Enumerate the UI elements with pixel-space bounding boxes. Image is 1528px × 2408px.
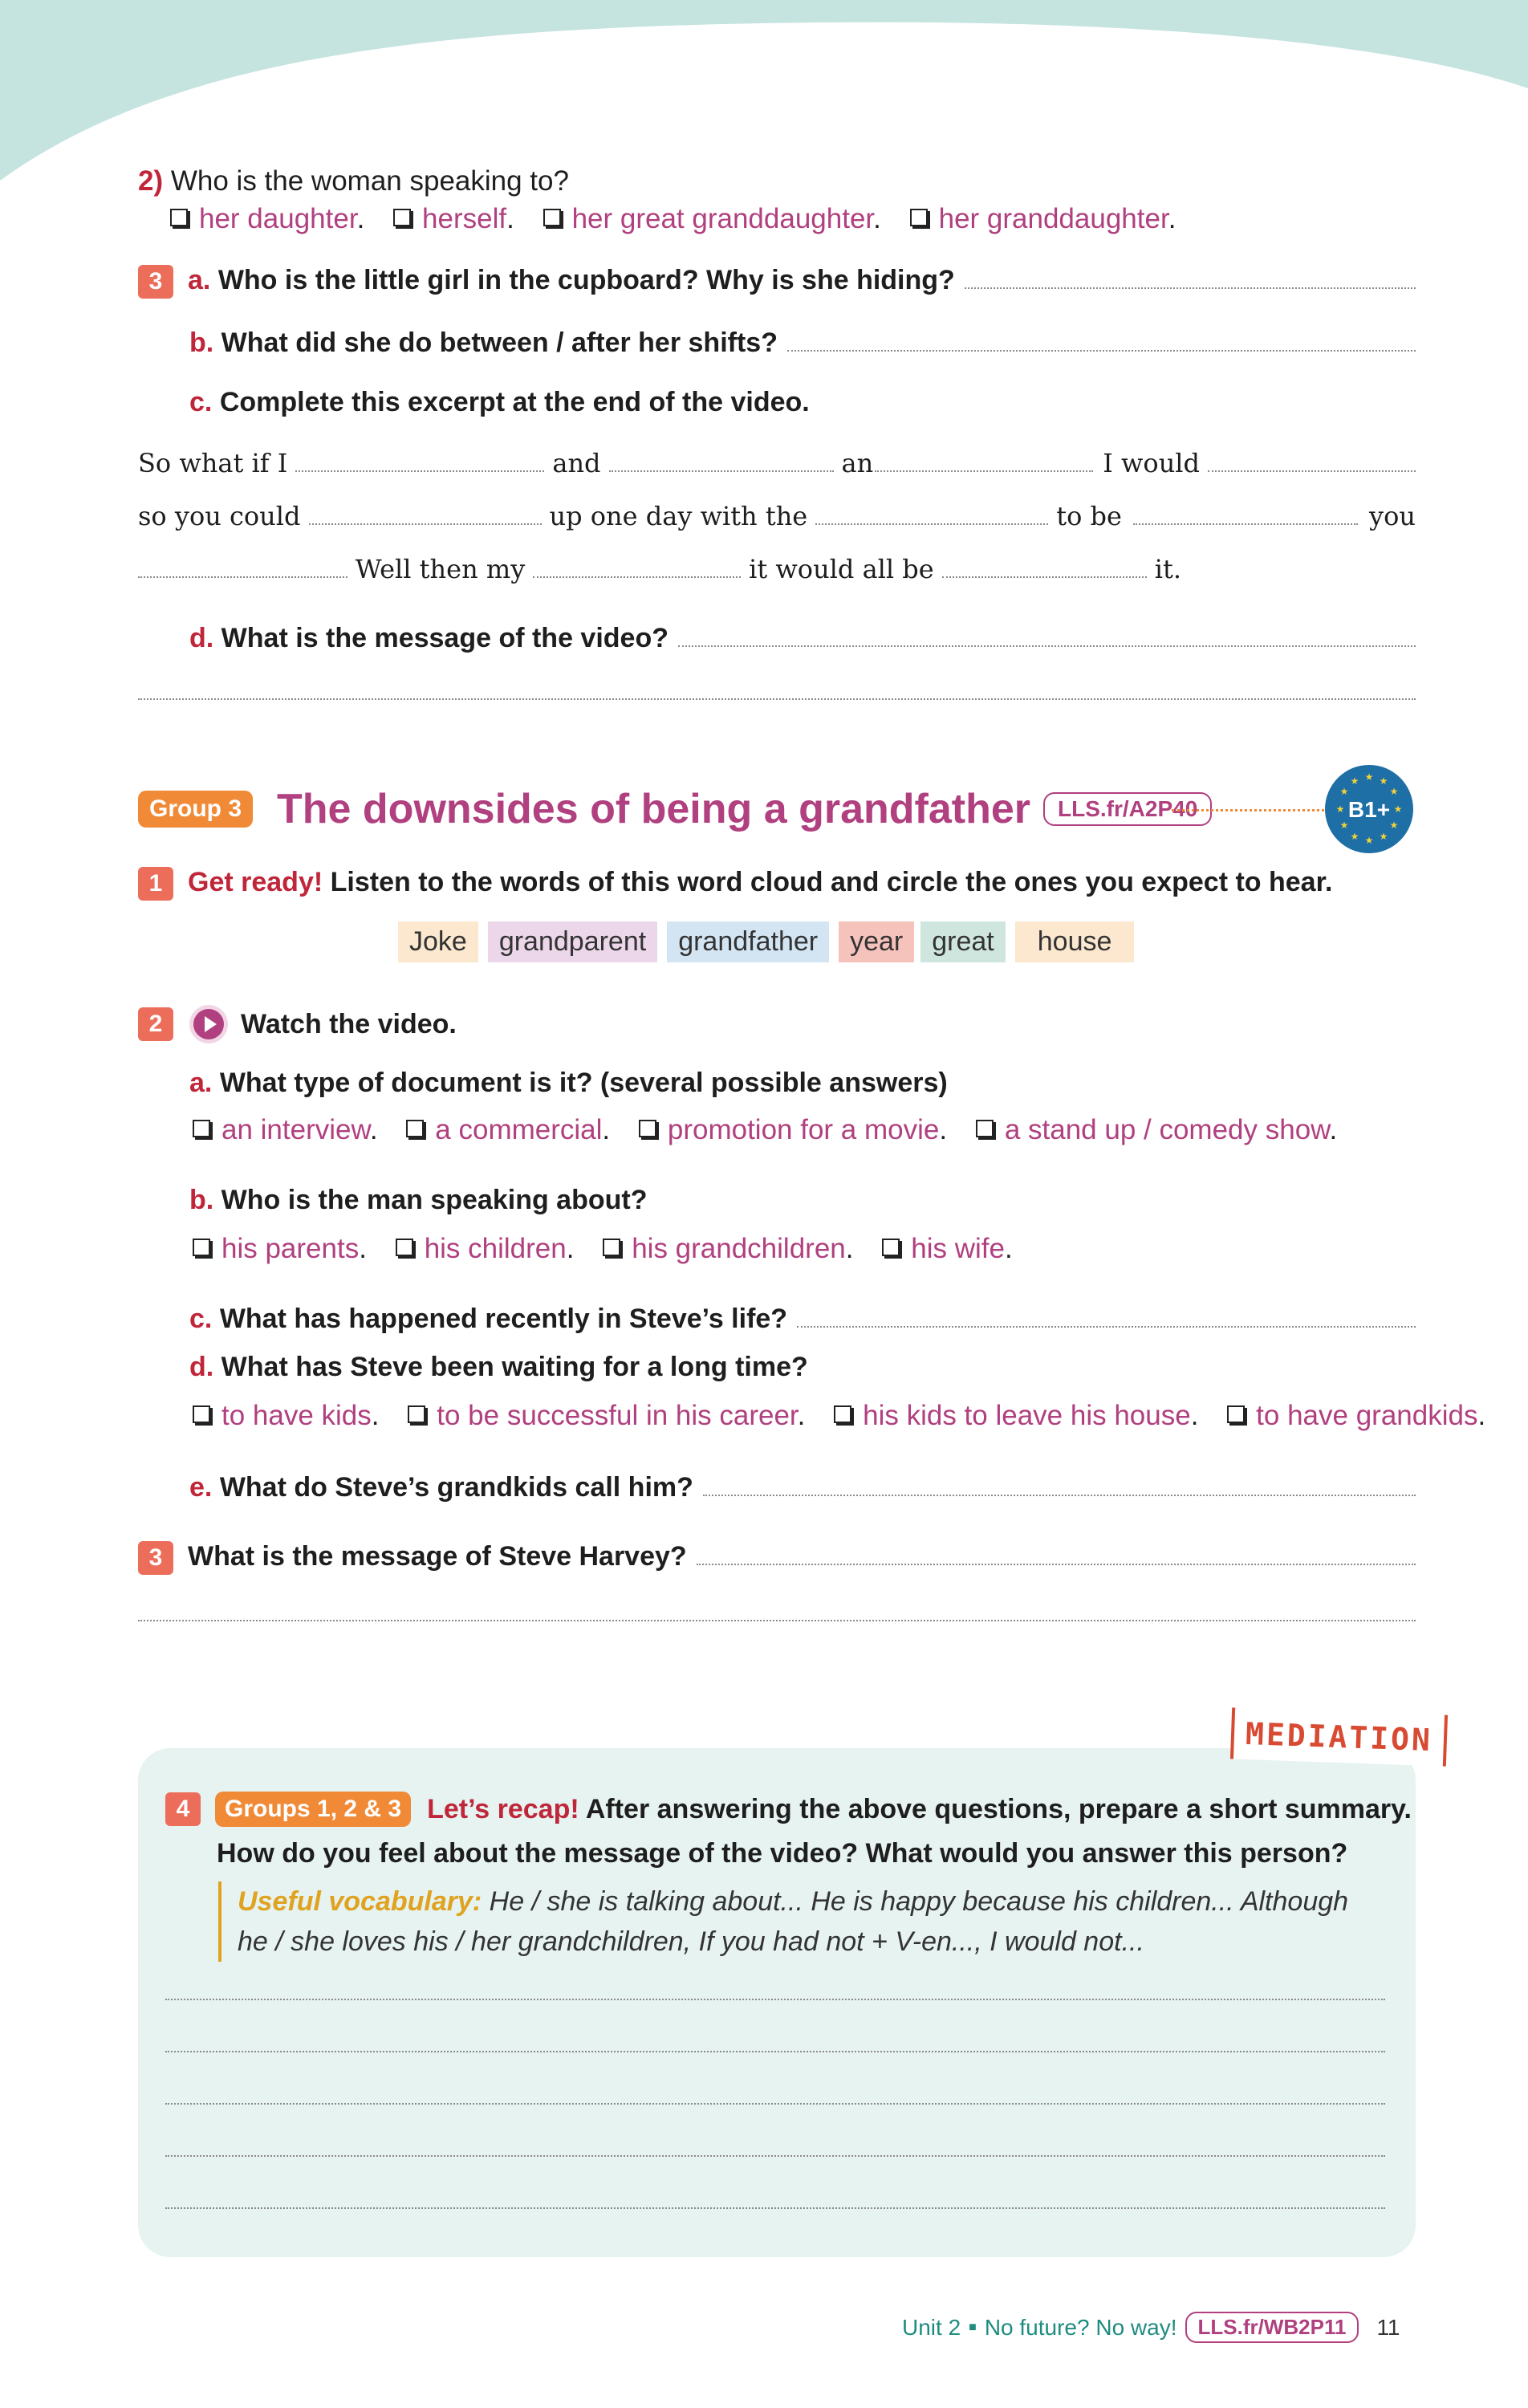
svg-text:★: ★: [1389, 786, 1399, 797]
question-number: 2): [138, 165, 164, 197]
excerpt-text: it.: [1154, 554, 1181, 584]
g3-question-2-row: [138, 1003, 457, 1045]
recap-question-row: [165, 1792, 1412, 1827]
excerpt-line-3: [138, 554, 1181, 584]
answer-line[interactable]: [965, 287, 1416, 289]
excerpt-line-1: [138, 448, 1416, 478]
checkbox[interactable]: [639, 1120, 656, 1137]
question-letter: d.: [189, 1352, 214, 1382]
question-text: What has Steve been waiting for a long time?: [221, 1352, 808, 1382]
checkbox[interactable]: [193, 1120, 210, 1137]
g3-question-1-row: [138, 867, 1332, 901]
svg-text:★: ★: [1350, 831, 1359, 842]
question-text: [188, 265, 955, 296]
question-text: [189, 327, 778, 359]
question-text: [189, 387, 810, 418]
excerpt-text: so you could: [138, 501, 301, 531]
g3-q2b-row: [189, 1185, 648, 1216]
word-chip[interactable]: grandparent: [488, 921, 657, 962]
svg-text:★: ★: [1379, 831, 1388, 842]
q2-options: her daughter. herself. her great granddaughter. her granddaughter.: [170, 203, 1176, 235]
useful-vocabulary: [218, 1881, 1348, 1962]
blank[interactable]: [1208, 470, 1416, 472]
mediation-stamp: [1230, 1707, 1448, 1766]
g3-q2a-row: [189, 1068, 948, 1099]
g3-q2e-row: [189, 1472, 1416, 1503]
resource-link[interactable]: LLS.fr/A2P40: [1043, 792, 1212, 826]
option-label: her daughter: [199, 203, 357, 234]
blank[interactable]: [875, 470, 1093, 472]
option-label: a commercial: [435, 1114, 603, 1145]
answer-line[interactable]: [165, 1999, 1385, 2000]
question-text: [189, 623, 668, 654]
question-text: What do Steve’s grandkids call him?: [219, 1472, 693, 1503]
group-badge: Group 3: [138, 791, 253, 828]
checkbox[interactable]: [543, 209, 561, 226]
excerpt-text: you: [1369, 501, 1416, 531]
question-text: What type of document is it? (several possible answers): [219, 1068, 948, 1098]
play-icon[interactable]: [188, 1003, 230, 1045]
group3-header: [138, 785, 1212, 833]
checkbox[interactable]: [1227, 1405, 1245, 1423]
groups-badge: Groups 1, 2 & 3: [215, 1792, 411, 1827]
option-label: promotion for a movie: [667, 1114, 940, 1145]
checkbox[interactable]: [393, 209, 411, 226]
question-number-badge: 3: [138, 265, 173, 299]
g3-q2d-options: to have kids. to be successful in his career. his kids to leave his house. to have grandkids.: [193, 1400, 1485, 1432]
section-title: The downsides of being a grandfather: [277, 786, 1030, 832]
blank[interactable]: [1133, 523, 1358, 525]
checkbox[interactable]: [170, 209, 188, 226]
g3-q2c-row: [189, 1304, 1416, 1335]
question-3b-row: [189, 327, 1416, 359]
question-number-badge: 1: [138, 867, 173, 901]
excerpt-text: I would: [1103, 448, 1201, 478]
svg-text:★: ★: [1389, 820, 1399, 831]
question-number-badge: 2: [138, 1007, 173, 1041]
answer-line[interactable]: [797, 1326, 1416, 1328]
question-3c-row: [189, 387, 810, 418]
svg-text:★: ★: [1364, 771, 1374, 783]
word-chip[interactable]: Joke: [398, 921, 478, 962]
checkbox[interactable]: [976, 1120, 994, 1137]
footer-link[interactable]: LLS.fr/WB2P11: [1185, 2312, 1359, 2343]
question-letter: b.: [189, 327, 214, 358]
question-text: What has happened recently in Steve’s life?: [219, 1304, 788, 1334]
question-text: After answering the above questions, prepare a short summary.: [585, 1793, 1412, 1824]
option-label: to be successful in his career: [437, 1400, 798, 1431]
question-letter: a.: [189, 1068, 213, 1098]
answer-line[interactable]: [165, 2051, 1385, 2052]
eu-level-badge: [1323, 763, 1416, 856]
svg-text:★: ★: [1350, 775, 1359, 787]
question-text: Who is the woman speaking to?: [170, 165, 569, 197]
blank[interactable]: [295, 470, 544, 472]
svg-text:★: ★: [1393, 803, 1403, 815]
excerpt-text: and: [552, 448, 601, 478]
blank[interactable]: [609, 470, 834, 472]
answer-line[interactable]: [165, 2155, 1385, 2157]
word-chip[interactable]: great: [920, 921, 1006, 962]
answer-line[interactable]: [165, 2103, 1385, 2105]
option-label: to have kids: [221, 1400, 372, 1431]
vocab-text: He / she is talking about... He is happy because his children... Although: [489, 1886, 1349, 1917]
answer-line[interactable]: [703, 1495, 1416, 1496]
question-text: Watch the video.: [241, 1008, 457, 1039]
option-label: his parents: [221, 1233, 360, 1264]
svg-text:★: ★: [1379, 775, 1388, 787]
level-label: B1+: [1347, 797, 1391, 822]
excerpt-text: Well then my: [355, 554, 526, 584]
question-text: Who is the man speaking about?: [221, 1185, 648, 1215]
word-chip[interactable]: grandfather: [667, 921, 829, 962]
answer-line[interactable]: [787, 350, 1416, 352]
svg-text:★: ★: [1339, 820, 1349, 831]
question-letter: a.: [188, 265, 211, 295]
answer-line[interactable]: [697, 1564, 1416, 1565]
option-label: her great granddaughter: [571, 203, 874, 234]
svg-text:★: ★: [1335, 803, 1345, 815]
answer-line[interactable]: [678, 645, 1416, 647]
checkbox[interactable]: [882, 1239, 900, 1256]
question-letter: b.: [189, 1185, 214, 1215]
checkbox[interactable]: [834, 1405, 851, 1423]
option-label: his children: [424, 1233, 567, 1264]
excerpt-text: it would all be: [749, 554, 934, 584]
option-label: a stand up / comedy show: [1004, 1114, 1330, 1145]
excerpt-line-2: [138, 501, 1416, 531]
option-label: his grandchildren: [632, 1233, 846, 1264]
question-3d-row: [189, 623, 1416, 654]
answer-line[interactable]: [138, 698, 1416, 700]
blank[interactable]: [309, 523, 542, 525]
question-2-prev: [138, 165, 569, 197]
word-chip[interactable]: year: [839, 921, 914, 962]
stamp-label: MEDIATION: [1245, 1715, 1433, 1759]
option-label: his wife: [911, 1233, 1005, 1264]
question-text: Listen to the words of this word cloud and circle the ones you expect to hear.: [330, 867, 1333, 897]
question-lead: Let’s recap!: [427, 1793, 579, 1824]
header-wave: [0, 0, 1528, 185]
blank[interactable]: [533, 576, 741, 578]
excerpt-text: to be: [1056, 501, 1122, 531]
footer-unit: Unit 2: [902, 2314, 961, 2340]
option-label: an interview: [221, 1114, 370, 1145]
option-label: his kids to leave his house: [863, 1400, 1191, 1431]
question-lead: Get ready!: [188, 867, 323, 897]
blank[interactable]: [815, 523, 1048, 525]
question-label: Complete this excerpt at the end of the video.: [219, 387, 810, 417]
svg-text:★: ★: [1339, 786, 1349, 797]
checkbox[interactable]: [603, 1239, 620, 1256]
blank[interactable]: [138, 576, 347, 578]
checkbox[interactable]: [408, 1405, 425, 1423]
recap-question-line-2: How do you feel about the message of the video? What would you answer this person?: [217, 1838, 1348, 1869]
checkbox[interactable]: [193, 1239, 210, 1256]
checkbox[interactable]: [396, 1239, 413, 1256]
checkbox[interactable]: [910, 209, 928, 226]
option-label: her granddaughter: [938, 203, 1168, 234]
word-chip[interactable]: house: [1015, 921, 1135, 962]
question-label: What did she do between / after her shifts?: [221, 327, 778, 358]
answer-line[interactable]: [165, 2207, 1385, 2209]
leader-dots: [1172, 809, 1324, 811]
excerpt-text: up one day with the: [549, 501, 808, 531]
answer-line[interactable]: [138, 1620, 1416, 1621]
question-3a-row: [138, 265, 1416, 299]
blank[interactable]: [942, 576, 1147, 578]
question-letter: c.: [189, 387, 213, 417]
g3-q2a-options: an interview. a commercial. promotion for a movie. a stand up / comedy show.: [193, 1114, 1337, 1146]
separator-icon: ■: [969, 2320, 977, 2334]
question-text: What is the message of Steve Harvey?: [188, 1541, 687, 1572]
question-number-badge: 4: [165, 1792, 201, 1826]
question-letter: c.: [189, 1304, 213, 1334]
g3-question-3-row: [138, 1541, 1416, 1575]
page-number: 11: [1376, 2314, 1400, 2340]
g3-q2d-row: [189, 1352, 808, 1383]
question-label: Who is the little girl in the cupboard? Why is she hiding?: [217, 265, 955, 295]
vocab-label: Useful vocabulary:: [238, 1886, 482, 1917]
page-footer: [902, 2312, 1400, 2343]
question-letter: d.: [189, 623, 214, 653]
vocab-text: he / she loves his / her grandchildren, If you had not + V-en..., I would not...: [238, 1926, 1144, 1957]
word-cloud: [398, 921, 1144, 962]
excerpt-text: an: [841, 448, 874, 478]
svg-text:★: ★: [1364, 835, 1374, 846]
footer-title: No future? No way!: [984, 2314, 1177, 2340]
g3-q2b-options: his parents. his children. his grandchildren. his wife.: [193, 1233, 1013, 1265]
option-label: herself: [422, 203, 507, 234]
checkbox[interactable]: [406, 1120, 424, 1137]
question-letter: e.: [189, 1472, 213, 1503]
question-number-badge: 3: [138, 1541, 173, 1575]
excerpt-text: So what if I: [138, 448, 288, 478]
question-label: What is the message of the video?: [221, 623, 669, 653]
option-label: to have grandkids: [1256, 1400, 1478, 1431]
checkbox[interactable]: [193, 1405, 210, 1423]
